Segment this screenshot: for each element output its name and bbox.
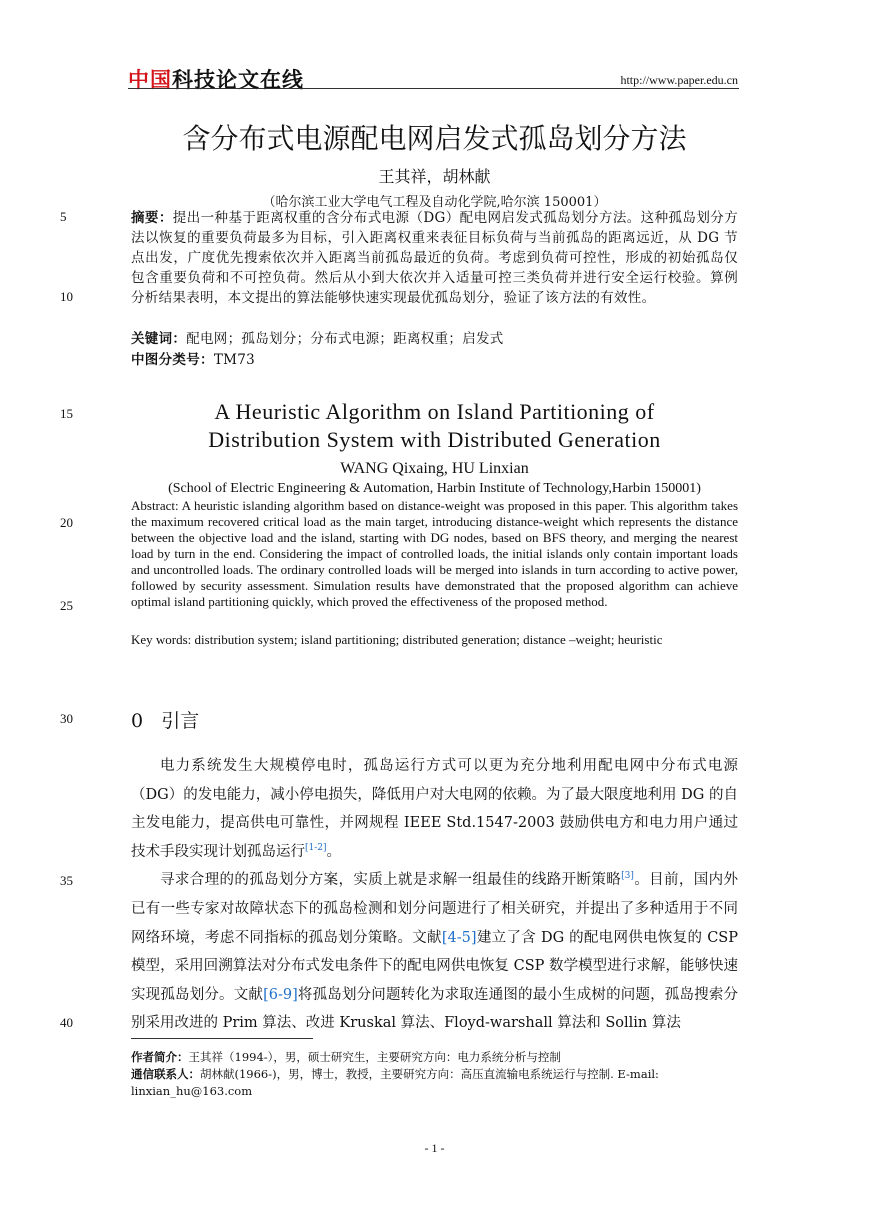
body-paragraph bbox=[131, 866, 738, 1038]
title-en-line1: A Heuristic Algorithm on Island Partitioning of bbox=[214, 399, 655, 424]
section-title: 引言 bbox=[161, 710, 200, 732]
page-number: - 1 - bbox=[424, 1141, 445, 1155]
author-bio bbox=[131, 1049, 738, 1066]
abstract-cn bbox=[131, 208, 738, 308]
citation-link[interactable]: [6-9] bbox=[263, 986, 298, 1003]
footnote-rule bbox=[131, 1038, 313, 1039]
abstract-en-label: Abstract: bbox=[131, 498, 182, 513]
line-number: 40 bbox=[60, 1015, 73, 1030]
title-en-line2: Distribution System with Distributed Generation bbox=[208, 427, 661, 452]
affiliation-cn: （哈尔滨工业大学电气工程及自动化学院,哈尔滨 150001） bbox=[262, 195, 607, 210]
header-rule bbox=[128, 88, 739, 89]
clc-label: 中图分类号： bbox=[131, 352, 214, 368]
authors-cn: 王其祥，胡林献 bbox=[378, 167, 491, 186]
contact-text: 胡林献(1966-)，男，博士，教授，主要研究方向：高压直流输电系统运行与控制. E-mail: linxian_hu@163.com bbox=[131, 1067, 659, 1098]
abstract-en bbox=[131, 498, 738, 610]
keywords-en-text: distribution system; island partitioning; distributed generation; distance –weight; heuristic bbox=[194, 632, 663, 647]
paper-title-cn: 含分布式电源配电网启发式孤岛划分方法 bbox=[182, 122, 687, 155]
body-text-run: 将孤岛划分问题转化为求取连通图的最小生成树的问题，孤岛搜索分别采用改进的 Prim 算法、改进 Kruskal 算法、Floyd-warshall 算法和 Sollin 算法 bbox=[131, 986, 738, 1032]
body-text-run: 。目前，国内外已有一些专家对故障状态下的孤岛检测和划分问题进行了相关研究，并提出了多种适用于不同网络环境，考虑不同指标的孤岛划分策略。文献 bbox=[131, 872, 738, 946]
body-text-run: 建立了含 DG 的配电网供电恢复的 CSP 模型，采用回溯算法对分布式发电条件下的配电网供电恢复 CSP 数学模型进行求解，能够快速实现孤岛划分。文献 bbox=[131, 929, 738, 1003]
body-text bbox=[131, 752, 738, 1038]
journal-logo bbox=[128, 64, 304, 94]
affiliation-en: (School of Electric Engineering & Automation, Harbin Institute of Technology,Harbin 150001) bbox=[168, 481, 701, 496]
body-text-run: 。 bbox=[326, 843, 342, 860]
abstract-en-text: A heuristic islanding algorithm based on distance-weight was proposed in this paper. This algorithm takes the maximum recovered critical load as the main target, introducing distance-weight which represents the distance between the objective load and the island, starting with DG nodes, based on BFS theory, and merging the nearest load by turn in the end. Considering the impact of controlled loads, the initial islands only contain important loads and uncontrolled loads. The ordinary controlled loads will be merged into islands in turn according to active power, followed by security assessment. Simulation results have demonstrated that the proposed algorithm can achieve optimal island partitioning quickly, which proved the effectiveness of the proposed method. bbox=[131, 498, 739, 609]
line-number: 20 bbox=[60, 515, 73, 530]
line-number: 15 bbox=[60, 406, 73, 421]
clc-number bbox=[131, 350, 738, 370]
keywords-cn-label: 关键词： bbox=[131, 331, 187, 347]
line-number: 35 bbox=[60, 873, 73, 888]
logo-black-part: 科技论文在线 bbox=[172, 68, 304, 92]
contact-label: 通信联系人： bbox=[131, 1067, 200, 1081]
header-url[interactable]: http://www.paper.edu.cn bbox=[620, 73, 738, 87]
section-number: 0 bbox=[131, 710, 144, 732]
line-number: 5 bbox=[60, 209, 67, 224]
footnotes bbox=[131, 1049, 738, 1100]
citation-link[interactable]: [4-5] bbox=[441, 929, 477, 946]
citation-link[interactable]: [1-2] bbox=[305, 842, 327, 853]
clc-text: TM73 bbox=[213, 352, 256, 368]
body-paragraph bbox=[131, 752, 738, 866]
paper-title-en bbox=[0, 398, 869, 454]
authors-en: WANG Qixaing, HU Linxian bbox=[340, 460, 529, 477]
line-number: 30 bbox=[60, 711, 73, 726]
keywords-en-label: Key words: bbox=[131, 632, 195, 647]
citation-link[interactable]: [3] bbox=[621, 871, 634, 882]
contact-info bbox=[131, 1066, 738, 1100]
abstract-cn-label: 摘要： bbox=[131, 210, 173, 226]
line-number: 10 bbox=[60, 289, 73, 304]
author-bio-text: 王其祥（1994-），男，硕士研究生，主要研究方向：电力系统分析与控制 bbox=[188, 1050, 561, 1064]
logo-red-part: 中国 bbox=[128, 68, 172, 92]
keywords-en bbox=[131, 632, 738, 648]
keywords-cn-text: 配电网；孤岛划分；分布式电源；距离权重；启发式 bbox=[186, 331, 504, 347]
section-heading bbox=[131, 706, 199, 733]
author-bio-label: 作者简介： bbox=[131, 1050, 189, 1064]
line-number: 25 bbox=[60, 598, 73, 613]
body-text-run: 寻求合理的的孤岛划分方案，实质上就是求解一组最佳的线路开断策略 bbox=[160, 872, 622, 889]
body-text-run: 电力系统发生大规模停电时，孤岛运行方式可以更为充分地利用配电网中分布式电源（DG）的发电能力，减小停电损失，降低用户对大电网的依赖。为了最大限度地利用 DG 的自主发电能力，提高供电可靠性，并网规程 IEEE Std.1547-2003 鼓励供电方和电力用户通过技术手段实现计划孤岛运行 bbox=[131, 758, 738, 860]
abstract-cn-text: 提出一种基于距离权重的含分布式电源（DG）配电网启发式孤岛划分方法。这种孤岛划分方法以恢复的重要负荷最多为目标，引入距离权重来表征目标负荷与当前孤岛的距离远近，从 DG 节点出发，广度优先搜索依次并入距离当前孤岛最近的负荷。考虑到负荷可控性，形成的初始孤岛仅包含重要负荷和不可控负荷。然后从小到大依次并入适量可控三类负荷并进行安全运行校验。算例分析结果表明，本文提出的算法能够快速实现最优孤岛划分，验证了该方法的有效性。 bbox=[131, 210, 739, 306]
keywords-cn bbox=[131, 329, 738, 349]
